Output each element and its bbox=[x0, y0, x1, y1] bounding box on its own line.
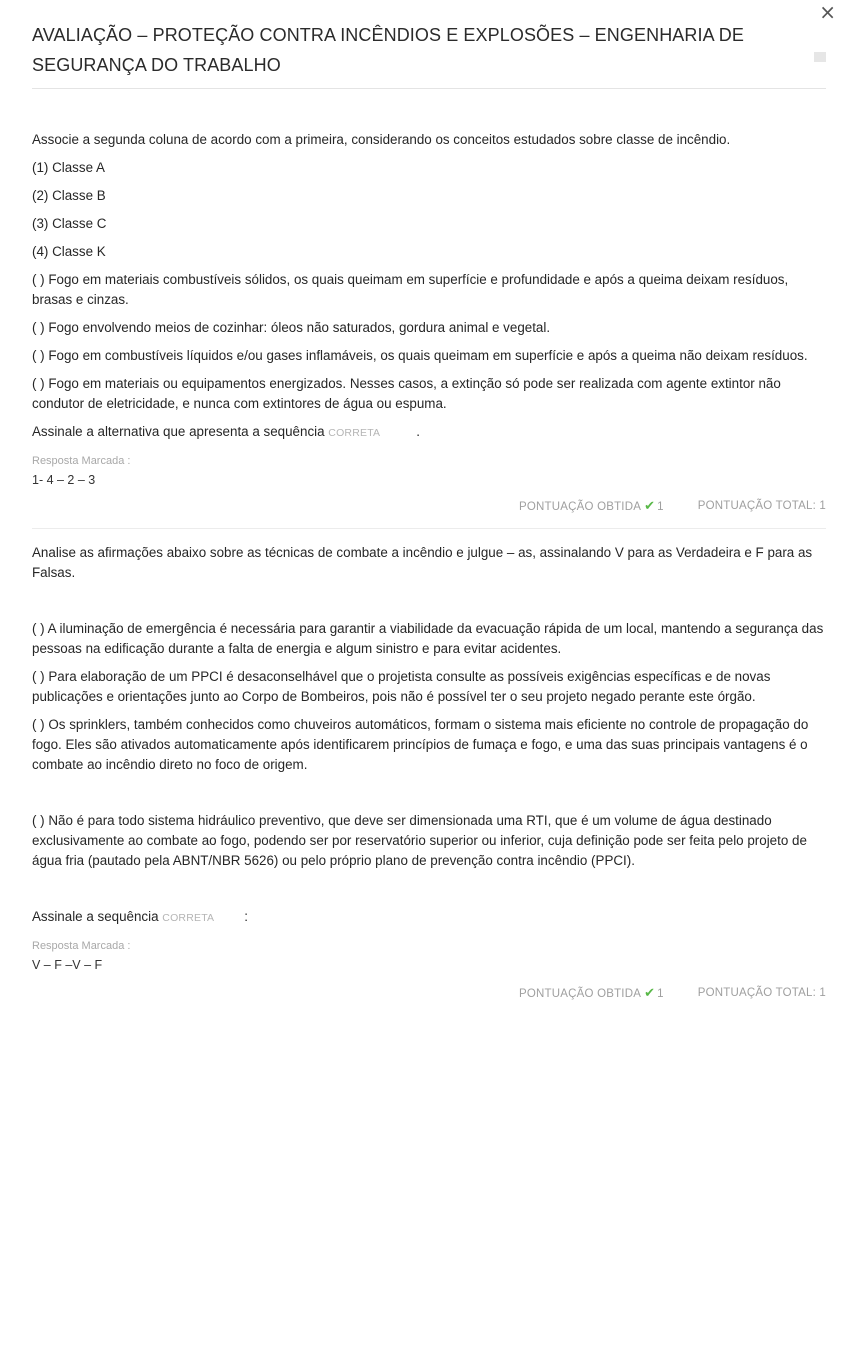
statement-item: ( ) Fogo em materiais ou equipamentos energizados. Nesses casos, a extinção só pode ser realizada com agente extintor não condutor de eletricidade, e nunca com extintores de água ou espuma. bbox=[32, 376, 781, 411]
option-item: (4) Classe K bbox=[32, 244, 106, 259]
close-icon[interactable]: × bbox=[819, 0, 836, 24]
option-item: (2) Classe B bbox=[32, 188, 106, 203]
score-value: 1 bbox=[657, 501, 664, 513]
statement-item: ( ) Fogo em materiais combustíveis sólidos, os quais queimam em superfície e profundidade e após a queima deixam resíduos, brasas e cinzas. bbox=[32, 272, 789, 307]
statement-item: ( ) A iluminação de emergência é necessária para garantir a viabilidade da evacuação rápida de um local, mantendo a segurança das pessoas na edificação durante a falta de energia e algum sinistro e para evitar acidentes. bbox=[32, 621, 824, 656]
statement-item: ( ) Fogo em combustíveis líquidos e/ou gases inflamáveis, os quais queimam em superfície e após a queima não deixam resíduos. bbox=[32, 348, 808, 363]
prompt-end: : bbox=[244, 909, 248, 924]
statement-item: ( ) Fogo envolvendo meios de cozinhar: óleos não saturados, gordura animal e vegetal. bbox=[32, 320, 551, 335]
question-prompt bbox=[32, 422, 826, 443]
question-2 bbox=[32, 543, 826, 1003]
statement-item: ( ) Não é para todo sistema hidráulico preventivo, que deve ser dimensionada uma RTI, que é um volume de água destinado exclusivamente ao combate ao fogo, podendo ser por reservatório superior ou inferior, cuja definição pode ser feita pelo projeto de água fria (pautado pela ABNT/NBR 5626) ou pelo próprio plano de prevenção contra incêndio (PPCI). bbox=[32, 813, 807, 868]
prompt-text: Assinale a alternativa que apresenta a sequência bbox=[32, 424, 329, 439]
scrollbar-thumb[interactable] bbox=[814, 52, 826, 62]
answer-label: Resposta Marcada : bbox=[32, 940, 131, 952]
score-obtained bbox=[519, 497, 664, 516]
prompt-end: . bbox=[416, 424, 420, 439]
modal-header bbox=[32, 20, 792, 80]
question-divider bbox=[32, 528, 826, 529]
page-title: AVALIAÇÃO – PROTEÇÃO CONTRA INCÊNDIOS E EXPLOSÕES – ENGENHARIA DE SEGURANÇA DO TRABALHO bbox=[32, 25, 745, 75]
question-1 bbox=[32, 130, 826, 516]
question-intro: Associe a segunda coluna de acordo com a primeira, considerando os conceitos estudados sobre classe de incêndio. bbox=[32, 132, 731, 147]
header-divider bbox=[32, 88, 826, 89]
score-obtained bbox=[519, 984, 664, 1003]
check-icon: ✔ bbox=[644, 498, 656, 513]
option-item: (1) Classe A bbox=[32, 160, 105, 175]
score-total: PONTUAÇÃO TOTAL: 1 bbox=[697, 987, 826, 999]
questions-container bbox=[32, 130, 826, 1003]
prompt-text: Assinale a sequência bbox=[32, 909, 163, 924]
check-icon: ✔ bbox=[644, 985, 656, 1000]
statement-item: ( ) Para elaboração de um PPCI é desaconselhável que o projetista consulte as possíveis exigências específicas e de novas publicações e orientações junto ao Corpo de Bombeiros, pois não é possível ter o seu projeto negado perante este órgão. bbox=[32, 669, 771, 704]
question-prompt bbox=[32, 907, 826, 928]
question-intro: Analise as afirmações abaixo sobre as técnicas de combate a incêndio e julgue – as, assinalando V para as Verdadeira e F para as Falsas. bbox=[32, 545, 813, 580]
score-label: PONTUAÇÃO OBTIDA bbox=[519, 501, 642, 513]
answer-value: 1- 4 – 2 – 3 bbox=[32, 473, 96, 487]
answer-value: V – F –V – F bbox=[32, 958, 103, 972]
score-total: PONTUAÇÃO TOTAL: 1 bbox=[697, 500, 826, 512]
score-label: PONTUAÇÃO OBTIDA bbox=[519, 988, 642, 1000]
prompt-highlight: CORRETA bbox=[162, 912, 215, 924]
statement-item: ( ) Os sprinklers, também conhecidos como chuveiros automáticos, formam o sistema mais eficiente no controle de propagação do fogo. Eles são ativados automaticamente após identificarem princípios de fumaça e fogo, e uma das suas principais vantagens é o combate ao incêndio direto no foco de origem. bbox=[32, 717, 809, 772]
prompt-highlight: CORRETA bbox=[328, 427, 381, 439]
score-value: 1 bbox=[657, 988, 664, 1000]
score-row bbox=[32, 497, 826, 516]
score-row bbox=[32, 984, 826, 1003]
answer-label: Resposta Marcada : bbox=[32, 455, 131, 467]
option-item: (3) Classe C bbox=[32, 216, 107, 231]
